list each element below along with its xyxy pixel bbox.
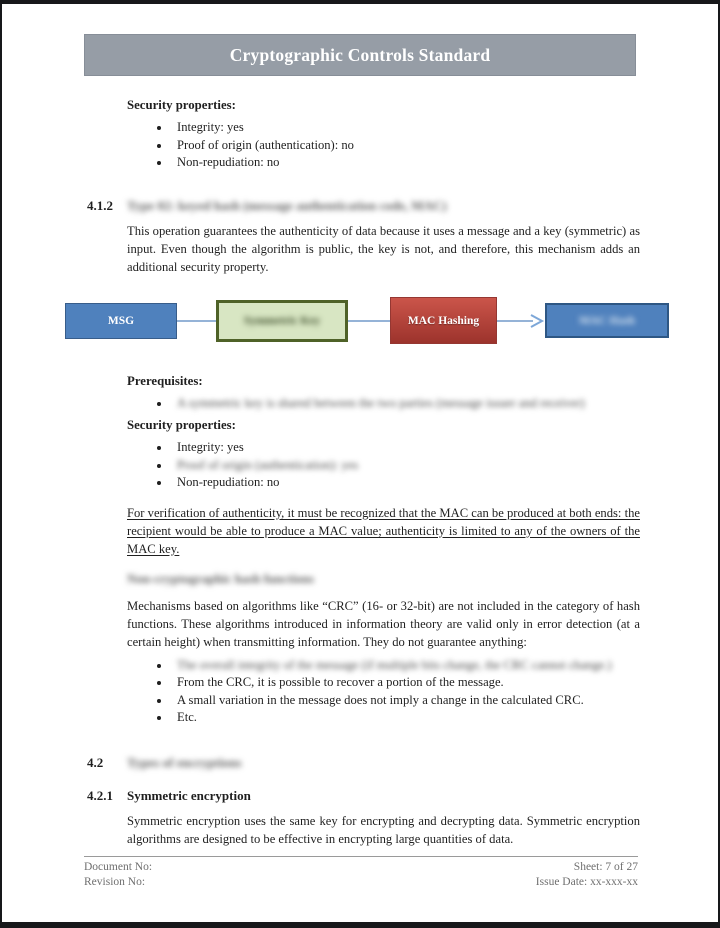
node-label: MAC Hashing bbox=[407, 314, 480, 327]
prerequisites-list bbox=[127, 395, 638, 413]
connector-line bbox=[348, 320, 390, 322]
footer-left bbox=[84, 860, 152, 890]
list-item: • Proof of origin (authentication): no bbox=[171, 137, 638, 155]
page-top-edge bbox=[2, 0, 718, 4]
arrow-icon bbox=[497, 313, 545, 329]
list-item: • Non-repudiation: no bbox=[171, 474, 638, 492]
footer-right bbox=[536, 860, 638, 890]
section-title-redacted: Types of encryptions bbox=[127, 754, 242, 770]
page-bottom-edge bbox=[2, 922, 718, 928]
list-item: • A small variation in the message does not imply a change in the calculated CRC. bbox=[171, 692, 638, 710]
section-number: 4.2 bbox=[87, 754, 104, 770]
section-heading-4-2 bbox=[87, 755, 638, 771]
revision-no-label: Revision No: bbox=[84, 876, 146, 888]
issue-date-label: Issue Date: xx-xxx-xx bbox=[535, 876, 638, 888]
list-item-redacted: • Proof of origin (authentication): yes bbox=[171, 457, 638, 475]
page-title: Cryptographic Controls Standard bbox=[229, 44, 491, 65]
page-footer bbox=[84, 856, 638, 890]
section-heading-4-2-1 bbox=[87, 788, 638, 804]
security-properties-label: Security properties: bbox=[127, 98, 236, 112]
verification-note: For verification of authenticity, it must be recognized that the MAC can be produced at both ends: the recipient would be able to produce a MAC value; authenticity is limited to any of the owners of the MAC key. bbox=[127, 505, 640, 556]
list-item: • Integrity: yes bbox=[171, 119, 638, 137]
list-item-redacted: • The overall integrity of the message (if multiple bits change, the CRC cannot change.) bbox=[171, 657, 638, 675]
diagram-node-msg bbox=[65, 303, 177, 339]
subsection-title-redacted: Non-cryptographic hash functions bbox=[127, 571, 314, 586]
section-title: Symmetric encryption bbox=[127, 787, 251, 803]
document-title-banner bbox=[84, 34, 636, 76]
node-label: MSG bbox=[107, 314, 135, 327]
security-properties-list bbox=[127, 119, 638, 172]
diagram-node-symmetric-key bbox=[216, 300, 348, 342]
mac-hashing-diagram bbox=[65, 296, 638, 346]
section-number: 4.2.1 bbox=[87, 787, 113, 803]
sheet-label: Sheet: 7 of 27 bbox=[573, 861, 638, 873]
diagram-node-mac-hashing bbox=[390, 297, 497, 344]
list-item: • Etc. bbox=[171, 709, 638, 727]
paragraph: This operation guarantees the authenticity of data because it uses a message and a key (symmetric) as input. Even though the algorithm is public, the key is not, and therefore, this mechanism adds an additional security property. bbox=[127, 223, 640, 274]
diagram-node-mac-hash bbox=[545, 303, 669, 338]
section-number: 4.1.2 bbox=[87, 197, 113, 213]
list-item: • From the CRC, it is possible to recover a portion of the message. bbox=[171, 674, 638, 692]
connector-line bbox=[177, 320, 216, 322]
section-title-redacted: Type 02: keyed hash (message authentication code, MAC) bbox=[127, 197, 447, 213]
list-item: • Integrity: yes bbox=[171, 439, 638, 457]
security-properties-list bbox=[127, 439, 638, 492]
security-properties-label: Security properties: bbox=[127, 418, 236, 432]
list-item: • Non-repudiation: no bbox=[171, 154, 638, 172]
node-label-redacted: MAC Hash bbox=[579, 314, 635, 327]
document-no-label: Document No: bbox=[84, 861, 153, 873]
document-body bbox=[2, 98, 718, 848]
paragraph: Mechanisms based on algorithms like “CRC” (16- or 32-bit) are not included in the category of hash functions. These algorithms introduced in information theory are valid only in error detection (at a certain height) when transmitting information. They do not guarantee anything: bbox=[127, 598, 640, 649]
section-heading-4-1-2 bbox=[87, 198, 638, 214]
prerequisites-label: Prerequisites: bbox=[127, 373, 203, 388]
crc-limitations-list bbox=[127, 657, 638, 727]
list-item-redacted: • A symmetric key is shared between the two parties (message issuer and receiver) bbox=[171, 395, 638, 413]
node-label-redacted: Symmetric Key bbox=[243, 314, 321, 327]
paragraph: Symmetric encryption uses the same key for encrypting and decrypting data. Symmetric encryption algorithms are designed to be effective in encrypting large quantities of data. bbox=[127, 813, 640, 846]
